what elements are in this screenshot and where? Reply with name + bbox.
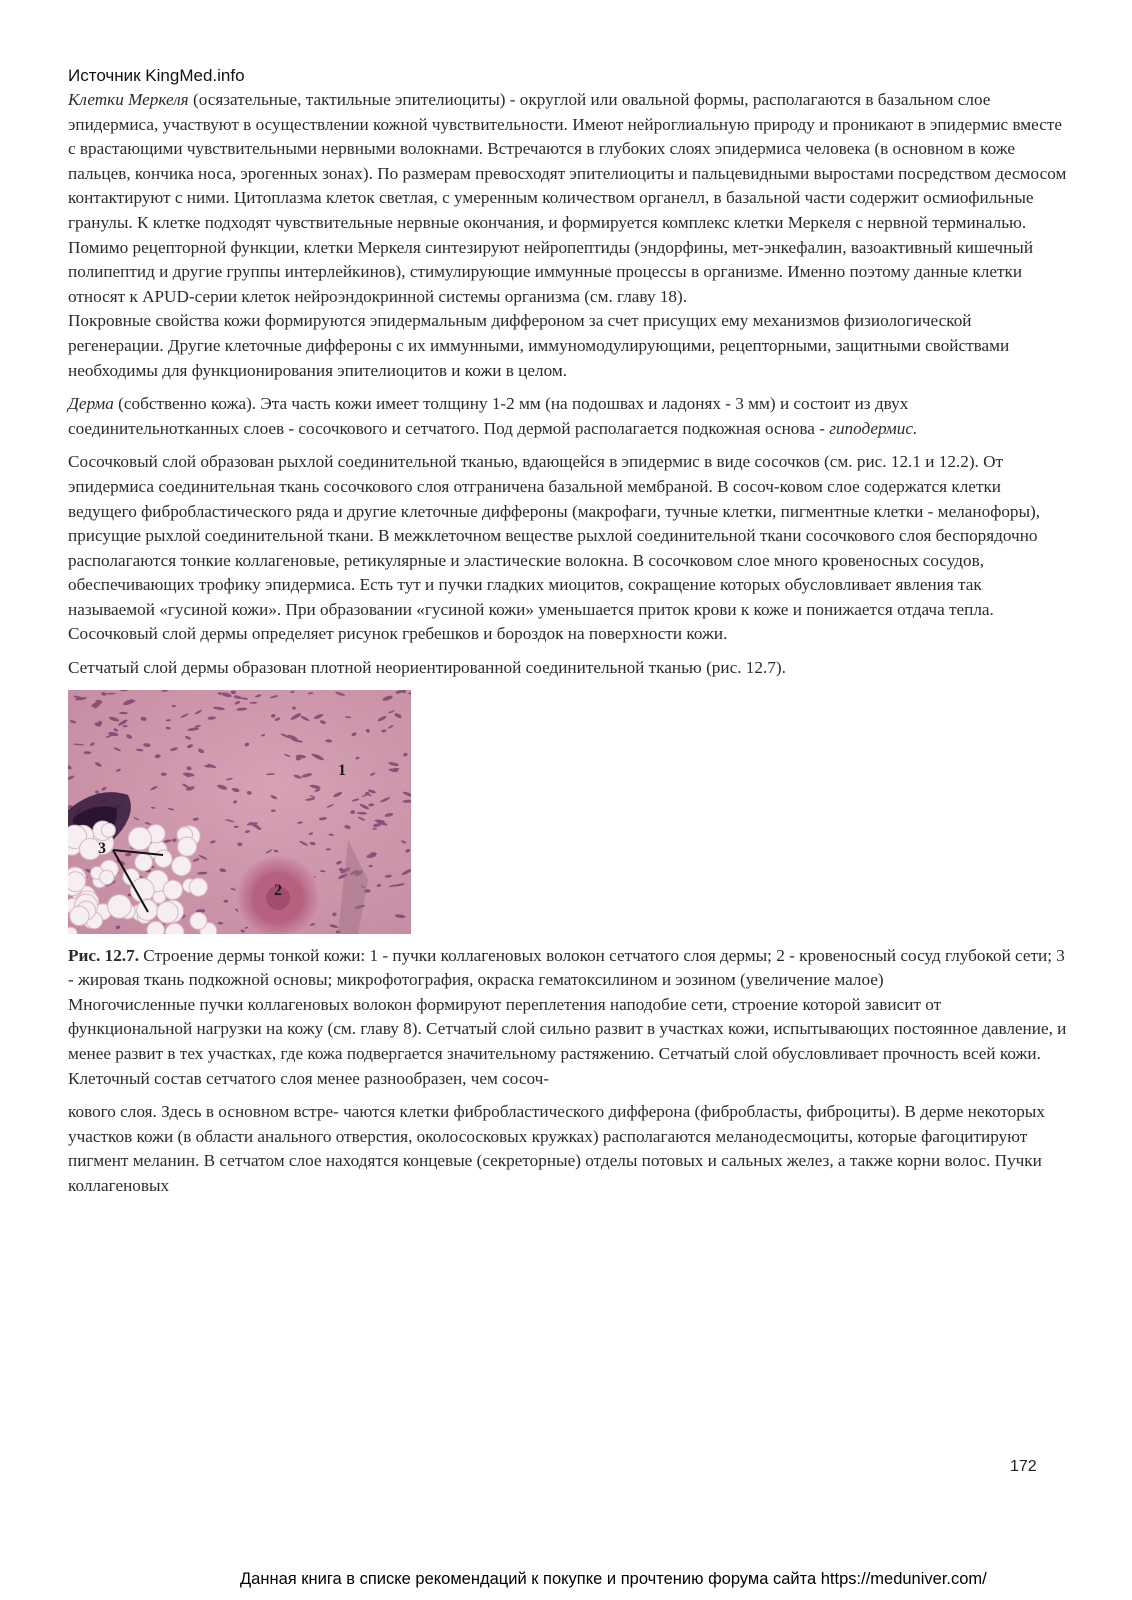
micrograph-image [68, 690, 411, 934]
figure-label-1: 1 [338, 761, 346, 779]
derma-text: (собственно кожа). Эта часть кожи имеет толщину 1-2 мм (на подошвах и ладонях - 3 мм) и состоит из двух соединительнотканных слоев - сосочкового и сетчатого. Под дермой располагается подкожная основа - [68, 394, 909, 438]
figure-caption [68, 944, 1068, 993]
paragraph-reticular: Сетчатый слой дермы образован плотной неориентированной соединительной тканью (рис. 12.7). [68, 658, 786, 678]
caption-label: Рис. 12.7. [68, 945, 139, 965]
document-page [68, 64, 1068, 1199]
merkel-text: (осязательные, тактильные эпителиоциты) - округлой или овальной формы, располагаются в базальном слое эпидермиса, участвуют в осуществлении кожной чувствительности. Имеют нейроглиальную природу и проникают в эпидермис вместе с врастающими чувствительными нервными волокнами. Встречаются в глубоких слоях эпидермиса человека (в основном в коже пальцев, кончика носа, эрогенных зонах). По размерам превосходят эпителиоциты и пальцевидными выростами посредством десмосом контактируют с ними. Цитоплазма клеток светлая, с умеренным количеством органелл, в базальной части содержит осмиофильные гранулы. К клетке подходят чувствительные нервные окончания, и формируется комплекс клетки Меркеля с нервной терминалью. Помимо рецепторной функции, клетки Меркеля синтезируют нейропептиды (эндорфины, мет-энкефалин, вазоактивный кишечный полипептид и другие группы интерлейкинов), стимулирующие иммунные процессы в организме. Именно поэтому данные клетки относят к APUD-серии клеток нейроэндокринной системы организма (см. главу 18). [68, 90, 1067, 306]
paragraph-derma [68, 392, 1068, 441]
paragraph-bundles: Многочисленные пучки коллагеновых волокон формируют переплетения наподобие сети, строение которой зависит от функциональной нагрузки на кожу (см. главу 8). Сетчатый слой сильно развит в участках кожи, испытывающих постоянное давление, и менее развит в тех участках, где кожа подвергается значительному растяжению. Сетчатый слой обусловливает прочность всей кожи. Клеточный состав сетчатого слоя менее разнообразен, чем сосоч- [68, 994, 1067, 1088]
paragraph-papillary: Сосочковый слой образован рыхлой соединительной тканью, вдающейся в эпидермис в виде сосочков (см. рис. 12.1 и 12.2). От эпидермиса соединительная ткань сосочкового слоя отграничена базальной мембраной. В сосоч-ковом слое содержатся клетки ведущего фибробластического ряда и другие клеточные диффероны (макрофаги, тучные клетки, пигментные клетки - меланофоры), присущие рыхлой соединительной ткани. В межклеточном веществе рыхлой соединительной ткани сосочкового слоя беспорядочно располагаются тонкие коллагеновые, ретикулярные и эластические волокна. В сосочковом слое много кровеносных сосудов, обеспечивающих трофику эпидермиса. Есть тут и пучки гладких миоцитов, сокращение которых обусловливает явления так называемой «гусиной кожи». При образовании «гусиной кожи» уменьшается приток крови к коже и понижается отдача тепла. Сосочковый слой дермы определяет рисунок гребешков и бороздок на поверхности кожи. [68, 452, 1041, 644]
paragraph-merkel [68, 88, 1068, 309]
micrograph-figure [68, 690, 411, 934]
term-derma: Дерма [68, 394, 114, 414]
paragraph-cover: Покровные свойства кожи формируются эпидермальным диффероном за счет присущих ему механизмов физиологической регенерации. Другие клеточные диффероны с их иммунными, иммуномодулирующими, рецепторными, защитными свойствами необходимы для функционирования эпителиоцитов и кожи в целом. [68, 311, 1010, 380]
page-number: 172 [1010, 1458, 1037, 1475]
source-header: Источник KingMed.info [68, 66, 245, 85]
term-hypodermis: гиподермис. [829, 418, 918, 438]
figure-label-2: 2 [274, 881, 282, 899]
caption-text: Строение дермы тонкой кожи: 1 - пучки коллагеновых волокон сетчатого слоя дермы; 2 - кровеносный сосуд глубокой сети; 3 - жировая ткань подкожной основы; микрофотография, окраска гематоксилином и эозином (увеличение малое) [68, 945, 1065, 990]
footer-text: Данная книга в списке рекомендаций к покупке и прочтению форума сайта https://meduniver.com/ [240, 1570, 987, 1588]
figure-label-3: 3 [98, 839, 106, 857]
term-merkel: Клетки Меркеля [68, 90, 189, 109]
paragraph-continuation: кового слоя. Здесь в основном встре- чаются клетки фибробластического дифферона (фибробласты, фиброциты). В дерме некоторых участков кожи (в области анального отверстия, околососковых кружках) располагаются меланодесмоциты, которые фагоцитируют пигмент меланин. В сетчатом слое находятся концевые (секреторные) отделы потовых и сальных желез, а также корни волос. Пучки коллагеновых [68, 1102, 1045, 1195]
